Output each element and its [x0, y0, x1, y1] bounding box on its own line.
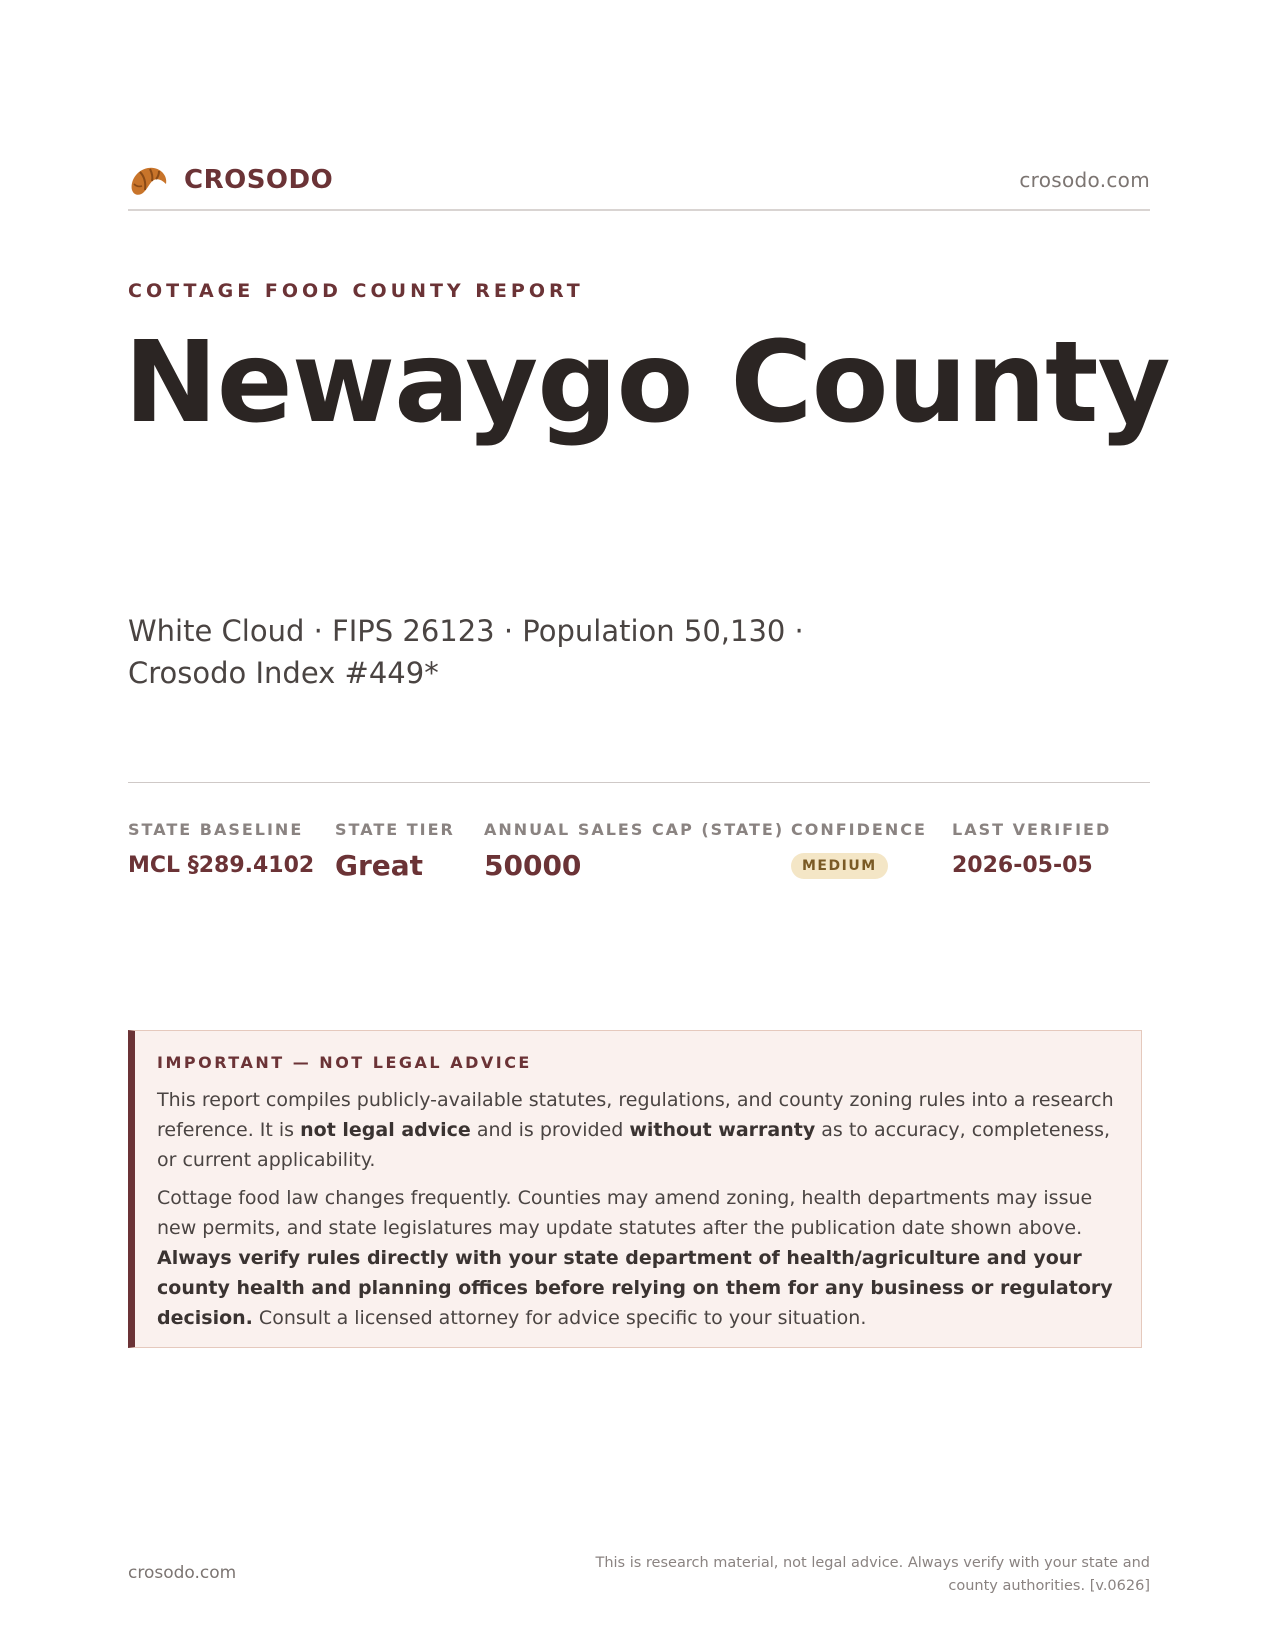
notice-text: as to accuracy, completeness, or current applicability.	[157, 1119, 1111, 1171]
header-divider	[128, 209, 1150, 211]
fact-value: Great	[335, 849, 424, 882]
fact-confidence	[791, 820, 927, 879]
croissant-icon	[128, 160, 170, 200]
notice-text: This report compiles publicly-available statutes, regulations, and county zoning rules into a research reference. It is	[157, 1089, 1114, 1141]
fact-value: MCL §289.4102	[128, 853, 315, 878]
notice-paragraph-2	[157, 1183, 1127, 1333]
notice-emphasis: without warranty	[629, 1119, 816, 1141]
fact-label: ANNUAL SALES CAP (STATE)	[484, 820, 785, 839]
fact-value: 2026-05-05	[952, 853, 1093, 878]
header	[128, 160, 1150, 210]
fact-state-tier	[335, 820, 455, 882]
footer-disclaimer: This is research material, not legal advice. Always verify with your state and county authorities. [v.0626]	[595, 1555, 1150, 1594]
fact-value: 50000	[484, 849, 582, 882]
fact-label: STATE BASELINE	[128, 820, 304, 839]
fact-last-verified	[952, 820, 1111, 878]
legal-notice	[128, 1030, 1142, 1348]
report-subtitle: White Cloud · FIPS 26123 · Population 50,130 · Crosodo Index #449*	[128, 614, 804, 690]
site-url[interactable]: crosodo.com	[1019, 168, 1150, 192]
notice-text: and is provided	[470, 1119, 630, 1141]
fact-label: STATE TIER	[335, 820, 455, 839]
notice-emphasis: not legal advice	[300, 1119, 471, 1141]
fact-annual-sales-cap	[484, 820, 784, 882]
brand-name: CROSODO	[184, 165, 334, 195]
notice-paragraph-1	[157, 1085, 1127, 1175]
section-divider	[128, 782, 1150, 783]
footer-site-url[interactable]: crosodo.com	[128, 1563, 237, 1583]
fact-label: LAST VERIFIED	[952, 820, 1112, 839]
report-page	[124, 0, 1170, 1650]
page-title: Newaygo County	[124, 318, 1170, 448]
confidence-badge: MEDIUM	[791, 853, 888, 879]
fact-label: CONFIDENCE	[791, 820, 927, 839]
notice-text: Consult a licensed attorney for advice specific to your situation.	[252, 1307, 867, 1329]
notice-text: Cottage food law changes frequently. Counties may amend zoning, health departments may issue new permits, and state legislatures may update statutes after the publication date shown above.	[157, 1187, 1093, 1239]
notice-title: IMPORTANT — NOT LEGAL ADVICE	[157, 1053, 532, 1072]
notice-emphasis: Always verify rules directly with your state department of health/agriculture and your county health and planning offices before relying on them for any business or regulatory decision.	[157, 1247, 1113, 1329]
report-eyebrow: COTTAGE FOOD COUNTY REPORT	[128, 280, 584, 302]
fact-state-baseline	[128, 820, 314, 878]
